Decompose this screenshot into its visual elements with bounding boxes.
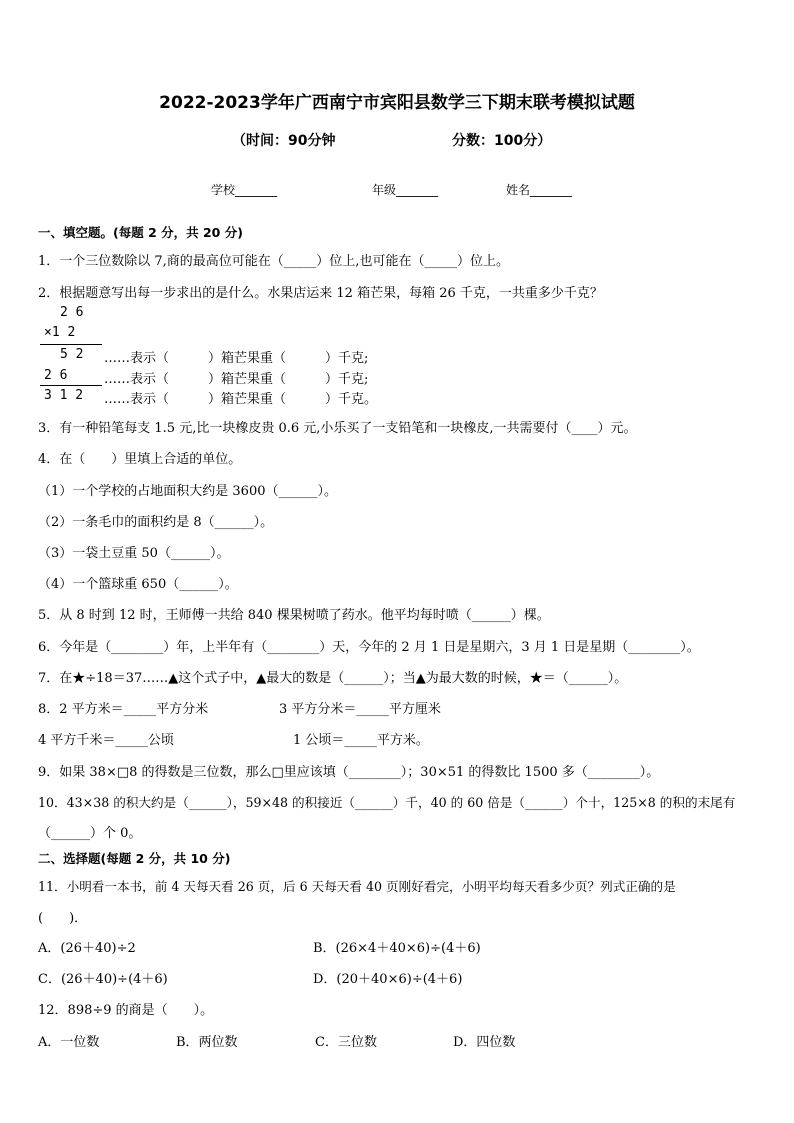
question-12-option-b: B．两位数 <box>176 1035 238 1050</box>
question-8-part-b: 3 平方分米＝_____平方厘米 <box>279 702 441 717</box>
question-10-line-1: 10．43×38 的积大约是（______），59×48 的积接近（______）千，40 的 60 倍是（______）个十，125×8 的积的末尾有 <box>38 795 736 810</box>
exam-time: （时间：90分钟 <box>232 133 336 149</box>
question-2: 2．根据题意写出每一步求出的是什么。水果店运来 12 箱芒果，每箱 26 千克，一共重多少千克？ <box>38 286 603 301</box>
page-title: 2022-2023学年广西南宁市宾阳县数学三下期末联考模拟试题 <box>159 93 635 113</box>
question-11-option-d: D．(20＋40×6)÷(4＋6) <box>313 972 463 987</box>
section-heading-choice: 二、选择题(每题 2 分，共 10 分) <box>38 851 231 866</box>
question-7: 7．在★÷18＝37……▲这个式子中，▲最大的数是（______）；当▲为最大数的时候，★＝（______）。 <box>38 671 628 686</box>
calc-note-1: ……表示（ ）箱芒果重（ ）千克; <box>104 351 369 366</box>
question-12-option-a: A．一位数 <box>38 1035 100 1050</box>
calc-multiplicand: 2 6 <box>60 305 84 320</box>
question-11-option-b: B．(26×4＋40×6)÷(4＋6) <box>313 941 481 956</box>
question-11-option-a: A．(26＋40)÷2 <box>38 941 136 956</box>
calc-divider-line <box>40 385 102 386</box>
question-4-sub-3: （3）一袋土豆重 50（______）。 <box>38 546 230 561</box>
name-field: 姓名_______ <box>506 183 573 197</box>
question-1: 1．一个三位数除以 7,商的最高位可能在（_____）位上,也可能在（_____）位上。 <box>38 254 509 269</box>
school-field: 学校_______ <box>211 183 278 197</box>
calc-divider-line <box>40 344 102 345</box>
question-11-line-1: 11．小明看一本书，前 4 天每天看 26 页，后 6 天每天看 40 页刚好看完，小明平均每天看多少页？列式正确的是 <box>38 879 676 894</box>
question-4-sub-2: （2）一条毛巾的面积约是 8（______）。 <box>38 515 274 530</box>
question-10-line-2: （______）个 0。 <box>38 826 142 841</box>
question-8-part-a: 8．2 平方米＝_____平方分米 <box>38 702 209 717</box>
calc-multiplier: ×1 2 <box>44 325 76 340</box>
question-4-sub-1: （1）一个学校的占地面积大约是 3600（______）。 <box>38 484 337 499</box>
calc-partial-2: 2 6 <box>44 368 68 383</box>
question-4-sub-4: （4）一个篮球重 650（______）。 <box>38 577 238 592</box>
grade-field: 年级_______ <box>372 183 439 197</box>
question-11-option-c: C．(26＋40)÷(4＋6) <box>38 972 168 987</box>
question-5: 5．从 8 时到 12 时，王师傅一共给 840 棵果树喷了药水。他平均每时喷（______）棵。 <box>38 608 550 623</box>
section-heading-fill-blank: 一、填空题。(每题 2 分，共 20 分) <box>38 225 243 240</box>
calc-note-2: ……表示（ ）箱芒果重（ ）千克; <box>104 372 369 387</box>
question-8-part-c: 4 平方千米＝_____公顷 <box>38 733 174 748</box>
calc-product: 3 1 2 <box>44 388 84 403</box>
calc-partial-1: 5 2 <box>60 347 84 362</box>
question-12: 12．898÷9 的商是（ ）。 <box>38 1003 214 1018</box>
calc-note-3: ……表示（ ）箱芒果重（ ）千克。 <box>104 392 378 407</box>
question-12-option-c: C．三位数 <box>315 1035 377 1050</box>
exam-score: 分数：100分） <box>452 133 552 149</box>
question-11-line-2: ( )． <box>38 911 88 926</box>
question-3: 3．有一种铅笔每支 1.5 元,比一块橡皮贵 0.6 元,小乐买了一支铅笔和一块橡皮,一共需要付（____）元。 <box>38 421 637 436</box>
question-9: 9．如果 38×□8 的得数是三位数，那么□里应该填（________）；30×51 的得数比 1500 多（________）。 <box>38 765 660 780</box>
question-6: 6．今年是（________）年，上半年有（________）天，今年的 2 月 1 日是星期六，3 月 1 日是星期（________）。 <box>38 640 700 655</box>
question-12-option-d: D．四位数 <box>453 1035 516 1050</box>
question-4: 4．在（ ）里填上合适的单位。 <box>38 452 242 467</box>
question-8-part-d: 1 公顷＝_____平方米。 <box>293 733 429 748</box>
